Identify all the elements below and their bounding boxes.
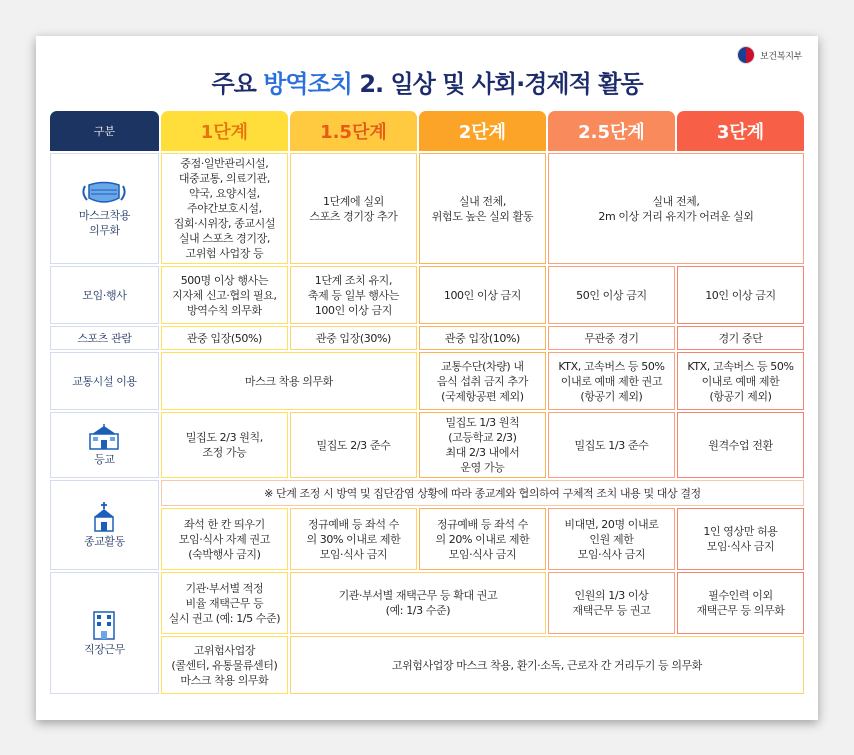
row-work-highrisk [50, 636, 804, 694]
mask-icon [81, 180, 127, 206]
row-work [50, 572, 804, 634]
school-stage-2: 밀집도 1/3 원칙 (고등학교 2/3) 최대 2/3 내에서 운영 가능 [419, 412, 546, 478]
religion-stage-3: 1인 영상만 허용 모임·식사 금지 [677, 508, 804, 570]
ministry-logo [737, 46, 802, 64]
header-category: 구분 [50, 111, 159, 151]
gathering-stage-3: 10인 이상 금지 [677, 266, 804, 324]
office-building-icon [91, 610, 117, 640]
school-stage-2-5: 밀집도 1/3 준수 [548, 412, 675, 478]
ministry-name: 보건복지부 [760, 51, 802, 62]
title-prefix: 주요 [211, 70, 256, 98]
row-religion [50, 508, 804, 570]
row-label-gathering: 모임·행사 [50, 266, 159, 324]
work-stage-1-5-2: 기관·부서별 재택근무 등 확대 권고 (예: 1/3 수준) [290, 572, 546, 634]
table-header-row [50, 111, 804, 151]
religion-stage-2-5: 비대면, 20명 이내로 인원 제한 모임·식사 금지 [548, 508, 675, 570]
sports-stage-3: 경기 중단 [677, 326, 804, 350]
title-rest: 2. 일상 및 사회·경제적 활동 [359, 70, 643, 98]
mask-stage-1-5: 1단계에 실외 스포츠 경기장 추가 [290, 153, 417, 264]
transport-stage-1-1-5: 마스크 착용 의무화 [161, 352, 417, 410]
row-label-religion [50, 480, 159, 570]
mask-stage-1: 중점·일반관리시설, 대중교통, 의료기관, 약국, 요양시설, 주야간보호시설, 집회·시위장, 종교시설 실내 스포츠 경기장, 고위험 사업장 등 [161, 153, 288, 264]
church-icon [90, 502, 118, 532]
work-stage-1: 기관·부서별 적정 비율 재택근무 등 실시 권고 (예: 1/5 수준) [161, 572, 288, 634]
transport-stage-2-5: KTX, 고속버스 등 50% 이내로 예매 제한 권고 (항공기 제외) [548, 352, 675, 410]
header-stage-2: 2단계 [419, 111, 546, 151]
header-stage-1-5: 1.5단계 [290, 111, 417, 151]
school-stage-1: 밀집도 2/3 원칙, 조정 가능 [161, 412, 288, 478]
school-stage-3: 원격수업 전환 [677, 412, 804, 478]
row-label-school [50, 412, 159, 478]
row-label-sports: 스포츠 관람 [50, 326, 159, 350]
work-highrisk-stage-1: 고위험사업장 (콜센터, 유통물류센터) 마스크 착용 의무화 [161, 636, 288, 694]
measures-table [48, 109, 806, 696]
row-mask [50, 153, 804, 264]
religion-stage-1-5: 정규예배 등 좌석 수 의 30% 이내로 제한 모임·식사 금지 [290, 508, 417, 570]
sports-stage-2: 관중 입장(10%) [419, 326, 546, 350]
school-stage-1-5: 밀집도 2/3 준수 [290, 412, 417, 478]
row-religion-notice [50, 480, 804, 506]
taegeuk-logo-icon [737, 46, 755, 64]
gathering-stage-2-5: 50인 이상 금지 [548, 266, 675, 324]
row-school [50, 412, 804, 478]
row-gathering [50, 266, 804, 324]
school-icon [88, 424, 120, 450]
religion-notice: ※ 단계 조정 시 방역 및 집단감염 상황에 따라 종교계와 협의하여 구체적 조치 내용 및 대상 결정 [161, 480, 804, 506]
work-highrisk-stage-1-5-3: 고위험사업장 마스크 착용, 환기·소독, 근로자 간 거리두기 등 의무화 [290, 636, 804, 694]
header-stage-2-5: 2.5단계 [548, 111, 675, 151]
gathering-stage-2: 100인 이상 금지 [419, 266, 546, 324]
row-transport [50, 352, 804, 410]
religion-stage-1: 좌석 한 칸 띄우기 모임·식사 자제 권고 (숙박행사 금지) [161, 508, 288, 570]
row-label-mask-text: 마스크착용 의무화 [78, 208, 130, 237]
header-stage-1: 1단계 [161, 111, 288, 151]
work-stage-3: 필수인력 이외 재택근무 등 의무화 [677, 572, 804, 634]
title-highlight: 방역조치 [263, 70, 352, 98]
row-label-work-text: 직장근무 [83, 642, 125, 656]
page-title [36, 64, 818, 99]
sports-stage-2-5: 무관중 경기 [548, 326, 675, 350]
religion-stage-2: 정규예배 등 좌석 수 의 20% 이내로 제한 모임·식사 금지 [419, 508, 546, 570]
infographic-card [36, 36, 818, 720]
gathering-stage-1: 500명 이상 행사는 지자체 신고·협의 필요, 방역수칙 의무화 [161, 266, 288, 324]
row-sports [50, 326, 804, 350]
row-label-transport: 교통시설 이용 [50, 352, 159, 410]
row-label-school-text: 등교 [94, 452, 115, 466]
mask-stage-2-5-3: 실내 전체, 2m 이상 거리 유지가 어려운 실외 [548, 153, 804, 264]
sports-stage-1-5: 관중 입장(30%) [290, 326, 417, 350]
row-label-work [50, 572, 159, 694]
transport-stage-2: 교통수단(차량) 내 음식 섭취 금지 추가 (국제항공편 제외) [419, 352, 546, 410]
row-label-religion-text: 종교활동 [83, 534, 125, 548]
mask-stage-2: 실내 전체, 위험도 높은 실외 활동 [419, 153, 546, 264]
transport-stage-3: KTX, 고속버스 등 50% 이내로 예매 제한 (항공기 제외) [677, 352, 804, 410]
work-stage-2-5: 인원의 1/3 이상 재택근무 등 권고 [548, 572, 675, 634]
sports-stage-1: 관중 입장(50%) [161, 326, 288, 350]
gathering-stage-1-5: 1단계 조치 유지, 축제 등 일부 행사는 100인 이상 금지 [290, 266, 417, 324]
header-stage-3: 3단계 [677, 111, 804, 151]
row-label-mask [50, 153, 159, 264]
